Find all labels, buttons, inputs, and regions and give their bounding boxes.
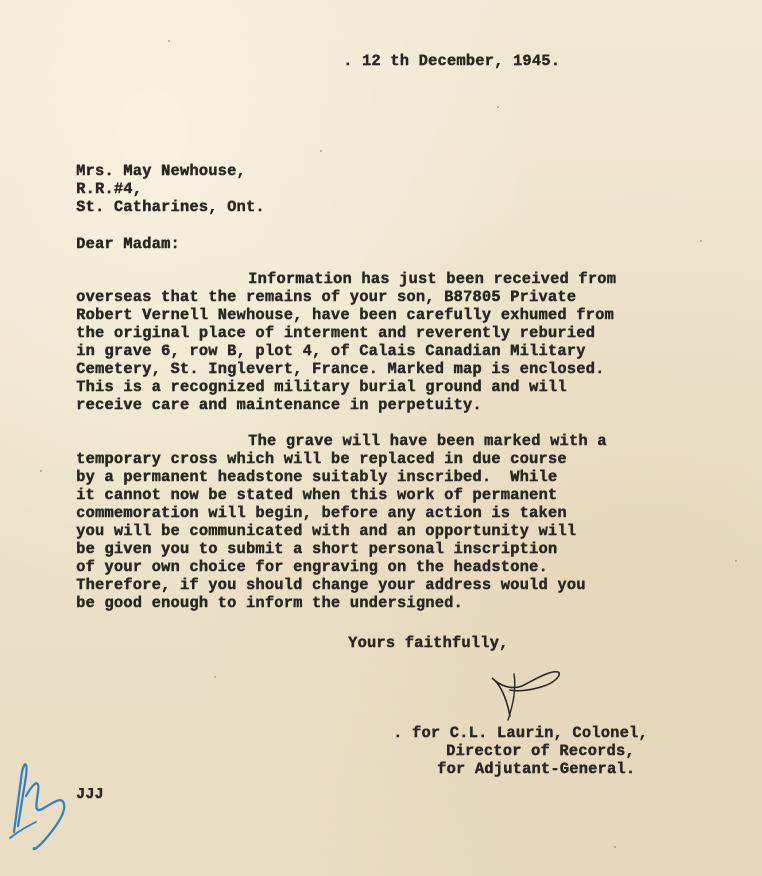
recipient-route: R.R.#4, — [76, 180, 143, 198]
recipient-city: St. Catharines, Ont. — [76, 198, 265, 216]
paragraph2-line: you will be communicated with and an opportunity will — [76, 522, 577, 540]
paragraph1-line: overseas that the remains of your son, B87805 Private — [76, 288, 577, 306]
signature-line-2: Director of Records, — [446, 742, 635, 760]
letter-date: . 12 th December, 1945. — [343, 52, 561, 70]
paragraph2-line: commemoration will begin, before any action is taken — [76, 504, 567, 522]
paragraph2-line: of your own choice for engraving on the headstone. — [76, 558, 548, 576]
signature-line-3: for Adjutant-General. — [437, 760, 636, 778]
paragraph2-line: by a permanent headstone suitably inscribed. While — [76, 468, 558, 486]
paragraph1-line: receive care and maintenance in perpetuity. — [76, 396, 482, 414]
paragraph1-line: in grave 6, row B, plot 4, of Calais Canadian Military — [76, 342, 586, 360]
paragraph2-line: be good enough to inform the undersigned. — [76, 594, 463, 612]
blue-pencil-mark — [4, 752, 76, 856]
paragraph2-line: it cannot now be stated when this work of permanent — [76, 486, 558, 504]
salutation: Dear Madam: — [76, 235, 180, 253]
paragraph2-line: The grave will have been marked with a — [248, 432, 607, 450]
recipient-name: Mrs. May Newhouse, — [76, 162, 246, 180]
paragraph1-line: Cemetery, St. Inglevert, France. Marked map is enclosed. — [76, 360, 605, 378]
paragraph1-line: Robert Vernell Newhouse, have been carefully exhumed from — [76, 306, 614, 324]
paragraph2-line: be given you to submit a short personal inscription — [76, 540, 558, 558]
handwritten-signature — [470, 656, 570, 726]
typist-initials: JJJ — [76, 786, 104, 803]
paragraph1-line: This is a recognized military burial ground and will — [76, 378, 567, 396]
paragraph2-line: Therefore, if you should change your address would you — [76, 576, 586, 594]
signature-line-1: . for C.L. Laurin, Colonel, — [393, 724, 648, 742]
paragraph1-line: the original place of interment and reverently reburied — [76, 324, 595, 342]
closing: Yours faithfully, — [348, 634, 509, 652]
paragraph1-line: Information has just been received from — [248, 270, 616, 288]
paragraph2-line: temporary cross which will be replaced in due course — [76, 450, 567, 468]
